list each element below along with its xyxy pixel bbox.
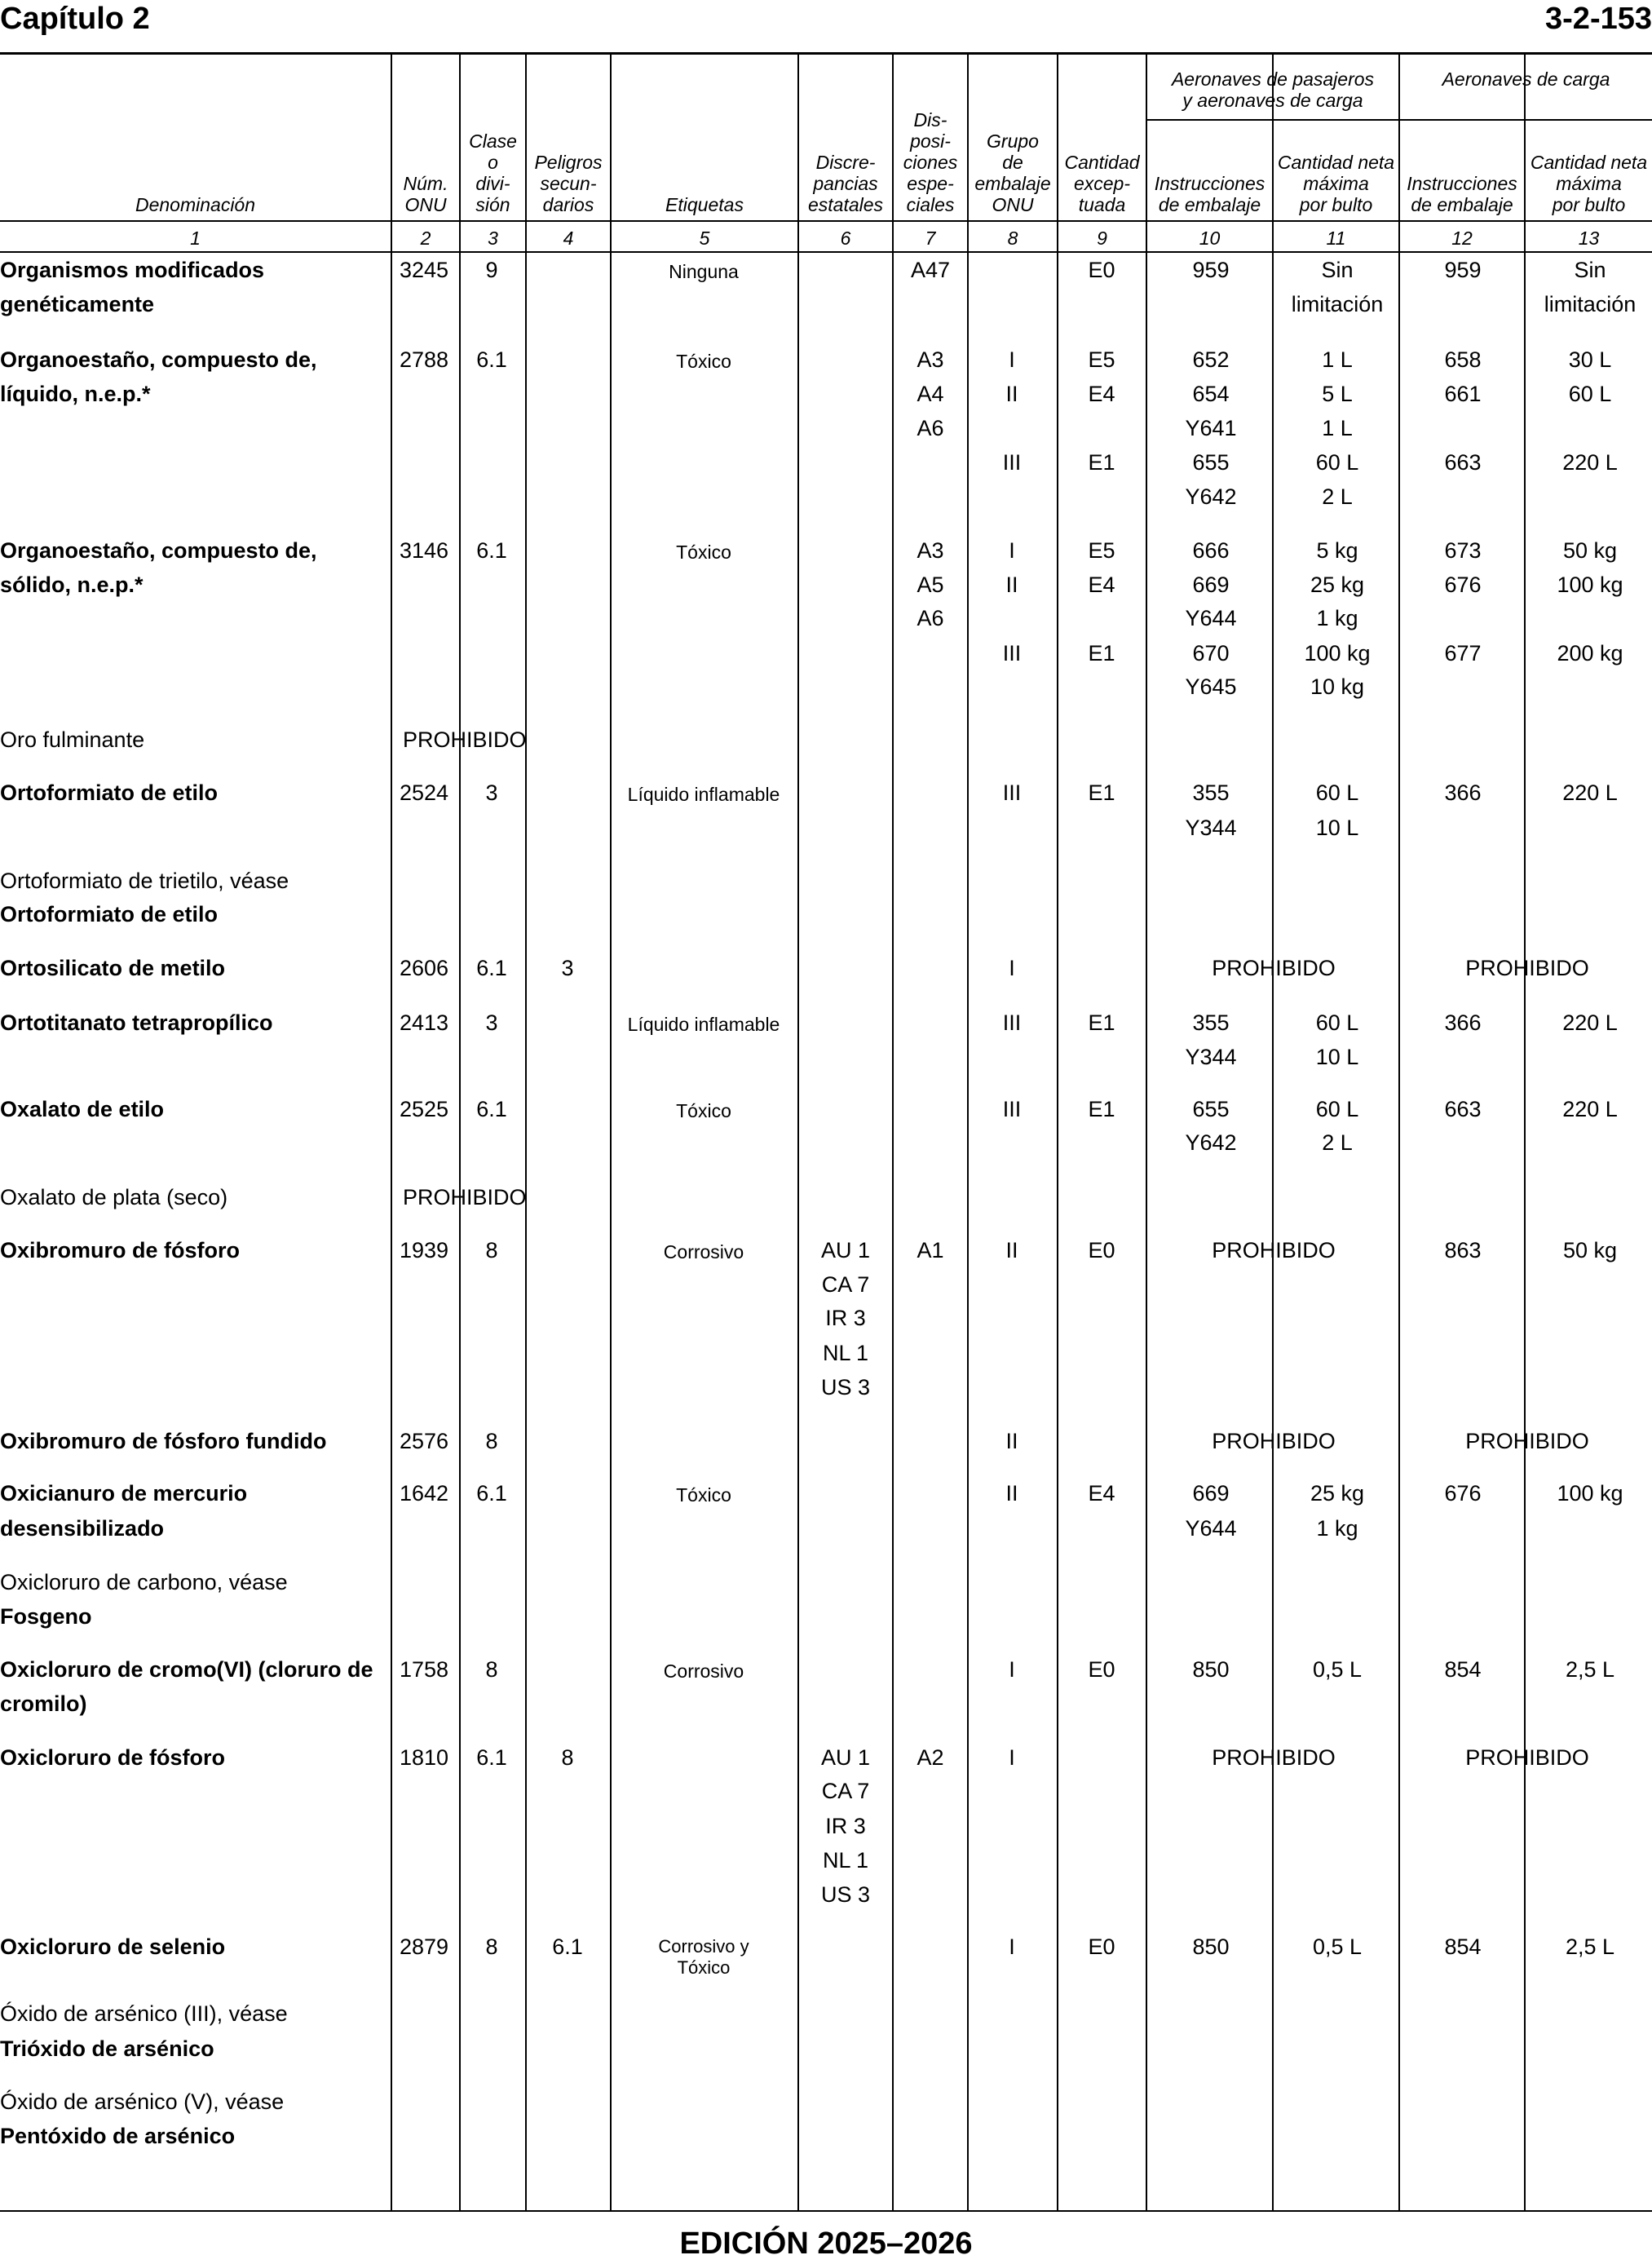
pax-net-qty: 0,5 L (1312, 1657, 1363, 1682)
state-variation: CA 7 (821, 1779, 870, 1803)
entry-name: Organoestaño, compuesto de, (0, 538, 317, 563)
cargo-net-qty: 220 L (1562, 780, 1618, 805)
cargo-net-qty: 50 kg (1562, 1238, 1618, 1262)
column-number: 9 (1097, 228, 1107, 249)
entry-name: Oxicloruro de selenio (0, 1935, 226, 1959)
packing-group: I (1009, 1745, 1015, 1770)
packing-group: II (1005, 1481, 1018, 1506)
col-header-denominacion: Denominación (135, 194, 256, 215)
pax-packing-instruction: 666 (1192, 538, 1230, 563)
col-header-un: Núm. ONU (403, 173, 448, 215)
col-header-class: Clase o divi- sión (469, 130, 517, 215)
class-division: 6.1 (476, 1745, 507, 1770)
label: Corrosivo (663, 1660, 744, 1682)
un-number: 1642 (400, 1481, 449, 1506)
excepted-qty: E4 (1088, 1481, 1115, 1506)
bottom-rule (0, 2210, 1652, 2212)
excepted-qty: E0 (1088, 1657, 1115, 1682)
column-number: 7 (925, 228, 936, 249)
chapter-title: Capítulo 2 (0, 2, 150, 36)
column-number: 12 (1451, 228, 1473, 249)
pax-net-qty: 5 L (1322, 382, 1353, 406)
packing-group: II (1005, 573, 1018, 597)
entry-name: Oxalato de etilo (0, 1097, 165, 1121)
column-number: 1 (190, 228, 201, 249)
pax-net-qty: 10 kg (1310, 674, 1365, 699)
column-number: 2 (420, 228, 431, 249)
column-number: 3 (488, 228, 498, 249)
pax-packing-instruction: 669 (1192, 1481, 1230, 1506)
cargo-net-qty: 30 L (1568, 347, 1612, 372)
entry-name: Oxicianuro de mercurio (0, 1481, 248, 1506)
pax-net-qty: 60 L (1315, 450, 1359, 475)
class-division: 3 (485, 1010, 498, 1035)
cargo-packing-instruction: 854 (1444, 1935, 1482, 1959)
packing-group: III (1002, 1010, 1022, 1035)
cargo-packing-instruction: 366 (1444, 1010, 1482, 1035)
un-number: 1810 (400, 1745, 449, 1770)
cargo-net-qty: 220 L (1562, 1097, 1618, 1121)
page-header (0, 0, 1652, 51)
cargo-net-qty: 2,5 L (1565, 1935, 1615, 1959)
pax-net-qty: 60 L (1315, 1010, 1359, 1035)
see-reference: Fosgeno (0, 1604, 92, 1629)
col-header-cargo-net-qty: Cantidad neta máxima por bulto (1530, 152, 1648, 215)
special-provision: A6 (917, 606, 944, 630)
prohibited-status: PROHIBIDO (1465, 956, 1589, 980)
col-header-pax-instructions: Instrucciones de embalaje (1154, 173, 1266, 215)
cargo-net-qty: 200 kg (1557, 641, 1623, 665)
special-provision: A4 (917, 382, 944, 406)
see-reference: Trióxido de arsénico (0, 2036, 214, 2061)
special-provision: A3 (917, 538, 944, 563)
excepted-qty: E1 (1088, 450, 1115, 475)
pax-packing-instruction: Y344 (1185, 816, 1237, 840)
state-variation: AU 1 (820, 1745, 871, 1770)
entry-name: Óxido de arsénico (III), véase (0, 2001, 288, 2026)
special-provision: A5 (917, 573, 944, 597)
pax-net-qty: 100 kg (1304, 641, 1371, 665)
pax-net-qty: 25 kg (1310, 573, 1365, 597)
entry-name: Ortosilicato de metilo (0, 956, 226, 980)
pax-net-qty: 1 kg (1316, 1516, 1358, 1541)
top-rule (0, 52, 1652, 55)
cargo-packing-instruction: 658 (1444, 347, 1482, 372)
class-division: 6.1 (476, 347, 507, 372)
cargo-packing-instruction: 676 (1444, 1481, 1482, 1506)
prohibited-status: PROHIBIDO (403, 727, 527, 752)
excepted-qty: E4 (1088, 573, 1115, 597)
pax-net-qty: 25 kg (1310, 1481, 1365, 1506)
pax-packing-instruction: Y344 (1185, 1045, 1237, 1069)
col-divider (1398, 54, 1400, 2210)
pax-packing-instruction: 355 (1192, 780, 1230, 805)
class-division: 3 (485, 780, 498, 805)
prohibited-status: PROHIBIDO (1212, 1745, 1336, 1770)
cargo-packing-instruction: 661 (1444, 382, 1482, 406)
entry-name: genéticamente (0, 292, 155, 316)
pax-packing-instruction: 669 (1192, 573, 1230, 597)
col-divider (391, 54, 392, 2210)
pax-packing-instruction: Y644 (1185, 606, 1237, 630)
col-divider (1146, 54, 1147, 2210)
class-division: 8 (485, 1935, 498, 1959)
column-number: 8 (1007, 228, 1018, 249)
pax-net-qty: 60 L (1315, 1097, 1359, 1121)
un-number: 2413 (400, 1010, 449, 1035)
excepted-qty: E5 (1088, 538, 1115, 563)
column-number: 13 (1578, 228, 1600, 249)
un-number: 2788 (400, 347, 449, 372)
col-header-excepted-qty: Cantidad excep- tuada (1064, 152, 1140, 215)
subsidiary-hazard: 3 (561, 956, 574, 980)
pax-packing-instruction: Y642 (1185, 484, 1237, 509)
state-variation: IR 3 (825, 1814, 866, 1838)
cargo-net-qty: 100 kg (1557, 1481, 1623, 1506)
un-number: 3245 (400, 258, 449, 282)
special-provision: A1 (917, 1238, 944, 1262)
excepted-qty: E1 (1088, 1010, 1115, 1035)
special-provision: A47 (910, 258, 951, 282)
pax-net-qty: 10 L (1315, 1045, 1359, 1069)
entry-name: Oxibromuro de fósforo fundido (0, 1429, 327, 1453)
pax-net-qty: 0,5 L (1312, 1935, 1363, 1959)
pax-packing-instruction: 655 (1192, 450, 1230, 475)
page-number: 3-2-153 (1545, 2, 1652, 36)
state-variation: IR 3 (825, 1306, 866, 1330)
prohibited-status: PROHIBIDO (1212, 1238, 1336, 1262)
pax-packing-instruction: 850 (1192, 1935, 1230, 1959)
column-number: 11 (1326, 228, 1346, 249)
subsidiary-hazard: 8 (561, 1745, 574, 1770)
excepted-qty: E1 (1088, 780, 1115, 805)
pax-net-qty: 2 L (1322, 484, 1353, 509)
entry-name: Ortotitanato tetrapropílico (0, 1010, 273, 1035)
cargo-net-qty: 50 kg (1562, 538, 1618, 563)
packing-group: I (1009, 538, 1015, 563)
group-header-passenger: Aeronaves de pasajeros y aeronaves de carga (1171, 69, 1375, 111)
state-variation: NL 1 (822, 1341, 869, 1365)
pax-net-qty: 60 L (1315, 780, 1359, 805)
group-divider (1146, 119, 1652, 121)
col-divider (1272, 54, 1274, 2210)
label: Ninguna (669, 261, 739, 282)
class-division: 9 (485, 258, 498, 282)
un-number: 1758 (400, 1657, 449, 1682)
class-division: 6.1 (476, 538, 507, 563)
cargo-net-qty: limitación (1544, 292, 1637, 316)
label: Tóxico (676, 542, 731, 563)
col-divider (459, 54, 461, 2210)
col-divider (797, 54, 799, 2210)
prohibited-status: PROHIBIDO (1465, 1745, 1589, 1770)
cargo-packing-instruction: 366 (1444, 780, 1482, 805)
cargo-net-qty: 220 L (1562, 1010, 1618, 1035)
col-divider (967, 54, 969, 2210)
un-number: 2524 (400, 780, 449, 805)
excepted-qty: E4 (1088, 382, 1115, 406)
pax-packing-instruction: 959 (1192, 258, 1230, 282)
class-division: 6.1 (476, 1097, 507, 1121)
state-variation: US 3 (820, 1375, 871, 1400)
pax-packing-instruction: Y644 (1185, 1516, 1237, 1541)
un-number: 2525 (400, 1097, 449, 1121)
entry-name: Oxicloruro de cromo(VI) (cloruro de (0, 1657, 373, 1682)
entry-name: Oxicloruro de carbono, véase (0, 1570, 288, 1594)
excepted-qty: E1 (1088, 1097, 1115, 1121)
entry-name: Organoestaño, compuesto de, (0, 347, 317, 372)
class-division: 8 (485, 1238, 498, 1262)
label: Tóxico (676, 351, 731, 372)
cargo-packing-instruction: 863 (1444, 1238, 1482, 1262)
pax-net-qty: 5 kg (1316, 538, 1358, 563)
pax-packing-instruction: Y641 (1185, 416, 1237, 440)
see-reference: Ortoformiato de etilo (0, 902, 219, 926)
entry-name: Óxido de arsénico (V), véase (0, 2089, 285, 2114)
col-header-cargo-instructions: Instrucciones de embalaje (1407, 173, 1517, 215)
packing-group: I (1009, 347, 1015, 372)
label: Corrosivo (663, 1241, 744, 1262)
cargo-packing-instruction: 854 (1444, 1657, 1482, 1682)
entry-name: Oro fulminante (0, 727, 145, 752)
pax-packing-instruction: Y645 (1185, 674, 1237, 699)
special-provision: A2 (917, 1745, 944, 1770)
entry-name: Oxalato de plata (seco) (0, 1185, 228, 1209)
col-divider (1057, 54, 1058, 2210)
label: Líquido inflamable (627, 784, 780, 805)
class-division: 6.1 (476, 956, 507, 980)
cargo-net-qty: 2,5 L (1565, 1657, 1615, 1682)
col-header-state-variations: Discre- pancias estatales (807, 152, 884, 215)
col-header-labels: Etiquetas (665, 194, 744, 215)
pax-net-qty: Sin (1321, 258, 1354, 282)
cargo-net-qty: 220 L (1562, 450, 1618, 475)
packing-group: III (1002, 1097, 1022, 1121)
column-number: 4 (563, 228, 574, 249)
pax-net-qty: limitación (1291, 292, 1384, 316)
label: Tóxico (676, 1484, 731, 1506)
entry-name: Ortoformiato de etilo (0, 780, 219, 805)
col-divider (1524, 54, 1526, 2210)
state-variation: CA 7 (821, 1272, 870, 1297)
cargo-net-qty: Sin (1574, 258, 1606, 282)
packing-group: III (1002, 641, 1022, 665)
state-variation: NL 1 (822, 1848, 869, 1873)
entry-name: Ortoformiato de trietilo, véase (0, 869, 289, 893)
pax-packing-instruction: 655 (1192, 1097, 1230, 1121)
un-number: 2879 (400, 1935, 449, 1959)
cargo-packing-instruction: 673 (1444, 538, 1482, 563)
col-divider (610, 54, 612, 2210)
cargo-packing-instruction: 677 (1444, 641, 1482, 665)
cargo-packing-instruction: 663 (1444, 450, 1482, 475)
packing-group: II (1005, 382, 1018, 406)
un-number: 2576 (400, 1429, 449, 1453)
un-number: 2606 (400, 956, 449, 980)
column-number: 6 (840, 228, 851, 249)
colnum-divider (0, 251, 1652, 253)
prohibited-status: PROHIBIDO (1212, 956, 1336, 980)
entry-name: sólido, n.e.p.* (0, 573, 144, 597)
packing-group: III (1002, 780, 1022, 805)
col-header-pax-net-qty: Cantidad neta máxima por bulto (1277, 152, 1395, 215)
un-number: 3146 (400, 538, 449, 563)
entry-name: Organismos modificados (0, 258, 265, 282)
class-division: 8 (485, 1657, 498, 1682)
class-division: 8 (485, 1429, 498, 1453)
pax-packing-instruction: 654 (1192, 382, 1230, 406)
excepted-qty: E1 (1088, 641, 1115, 665)
entry-name: Oxibromuro de fósforo (0, 1238, 241, 1262)
pax-net-qty: 2 L (1322, 1130, 1353, 1155)
see-reference: Pentóxido de arsénico (0, 2124, 236, 2148)
special-provision: A6 (917, 416, 944, 440)
un-number: 1939 (400, 1238, 449, 1262)
pax-net-qty: 1 kg (1316, 606, 1358, 630)
prohibited-status: PROHIBIDO (1465, 1429, 1589, 1453)
pax-net-qty: 1 L (1322, 416, 1353, 440)
group-header-cargo: Aeronaves de carga (1442, 69, 1610, 90)
pax-net-qty: 10 L (1315, 816, 1359, 840)
edition-footer: EDICIÓN 2025–2026 (679, 2226, 973, 2261)
entry-name: cromilo) (0, 1691, 87, 1716)
pax-packing-instruction: 850 (1192, 1657, 1230, 1682)
cargo-packing-instruction: 663 (1444, 1097, 1482, 1121)
packing-group: II (1005, 1238, 1018, 1262)
col-header-subsidiary: Peligros secun- darios (534, 152, 603, 215)
prohibited-status: PROHIBIDO (403, 1185, 527, 1209)
pax-packing-instruction: 355 (1192, 1010, 1230, 1035)
excepted-qty: E0 (1088, 1238, 1115, 1262)
excepted-qty: E5 (1088, 347, 1115, 372)
column-number: 5 (699, 228, 710, 249)
column-number: 10 (1199, 228, 1221, 249)
packing-group: II (1005, 1429, 1018, 1453)
state-variation: AU 1 (820, 1238, 871, 1262)
entry-name: Oxicloruro de fósforo (0, 1745, 226, 1770)
col-divider (892, 54, 894, 2210)
packing-group: I (1009, 1935, 1015, 1959)
cargo-net-qty: 100 kg (1557, 573, 1623, 597)
col-header-packing-group: Grupo de embalaje ONU (974, 130, 1051, 215)
entry-name: líquido, n.e.p.* (0, 382, 151, 406)
pax-net-qty: 1 L (1322, 347, 1353, 372)
excepted-qty: E0 (1088, 258, 1115, 282)
excepted-qty: E0 (1088, 1935, 1115, 1959)
cargo-net-qty: 60 L (1568, 382, 1612, 406)
state-variation: US 3 (820, 1882, 871, 1907)
pax-packing-instruction: 670 (1192, 641, 1230, 665)
pax-packing-instruction: 652 (1192, 347, 1230, 372)
cargo-packing-instruction: 959 (1444, 258, 1482, 282)
packing-group: III (1002, 450, 1022, 475)
class-division: 6.1 (476, 1481, 507, 1506)
packing-group: I (1009, 956, 1015, 980)
entry-name: desensibilizado (0, 1516, 165, 1541)
packing-group: I (1009, 1657, 1015, 1682)
label: Líquido inflamable (627, 1014, 780, 1035)
header-divider (0, 220, 1652, 222)
prohibited-status: PROHIBIDO (1212, 1429, 1336, 1453)
label: Corrosivo y Tóxico (658, 1936, 749, 1978)
special-provision: A3 (917, 347, 944, 372)
col-divider (525, 54, 527, 2210)
col-header-special-provisions: Dis- posi- ciones espe- ciales (903, 109, 958, 215)
pax-packing-instruction: Y642 (1185, 1130, 1237, 1155)
cargo-packing-instruction: 676 (1444, 573, 1482, 597)
subsidiary-hazard: 6.1 (552, 1935, 583, 1959)
label: Tóxico (676, 1100, 731, 1121)
